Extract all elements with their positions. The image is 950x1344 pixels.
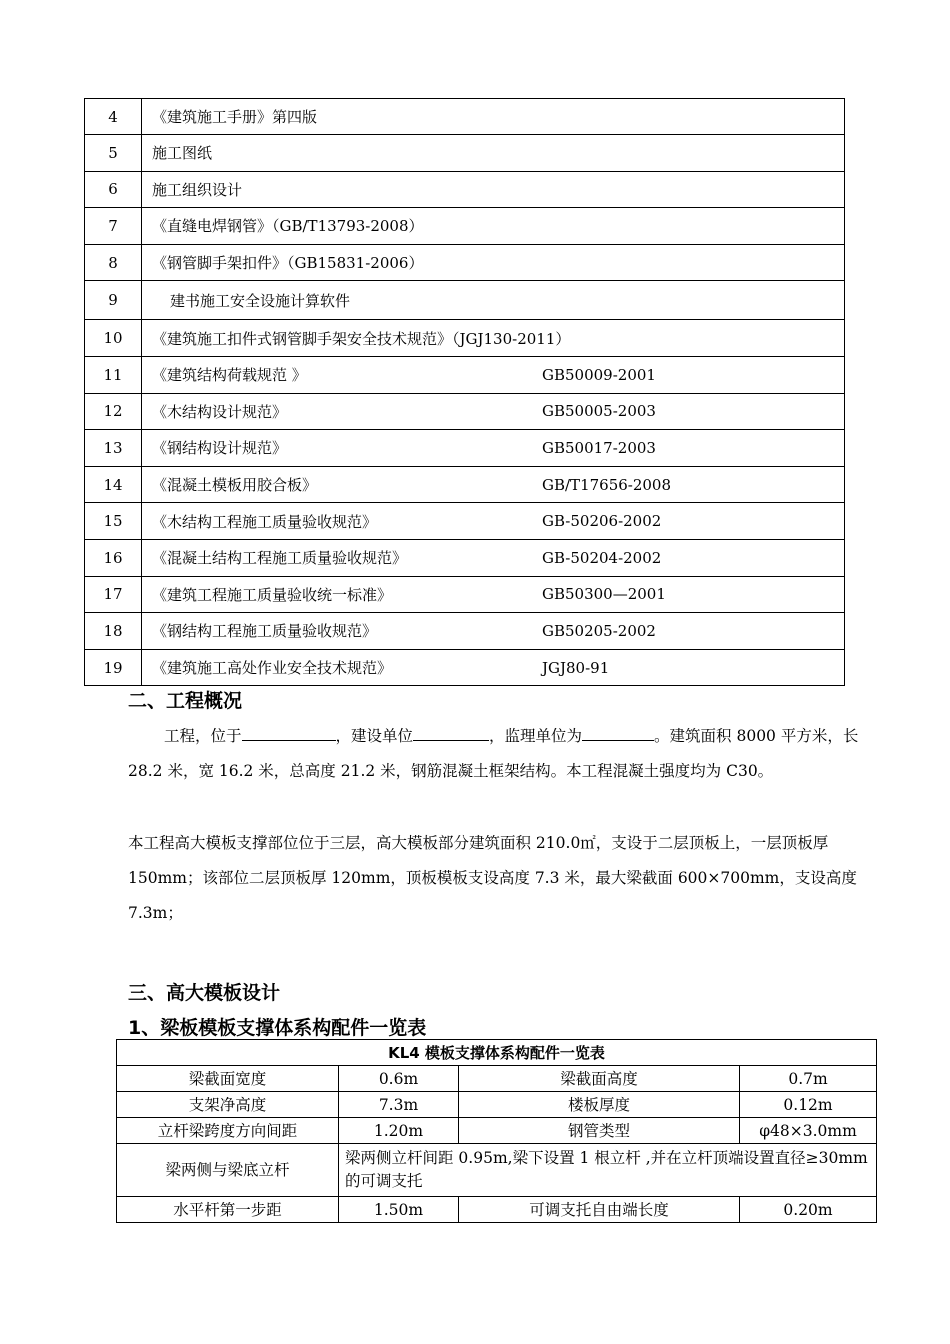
reference-number: 6 [85, 171, 142, 208]
reference-standard-code: GB-50206-2002 [542, 512, 662, 531]
project-overview-paragraph [128, 719, 868, 789]
reference-row [85, 576, 845, 613]
reference-title-text: 《木结构工程施工质量验收规范》 [152, 512, 378, 531]
reference-number: 19 [85, 649, 142, 686]
reference-title-text: 《钢管脚手架扣件》（GB15831-2006） [152, 254, 424, 273]
spec-label: 梁截面宽度 [117, 1066, 339, 1092]
reference-title-text: 《木结构设计规范》 [152, 402, 288, 421]
reference-title [142, 503, 845, 540]
reference-standards-table [84, 98, 845, 686]
spec-value: 1.20m [339, 1118, 459, 1144]
reference-title [142, 466, 845, 503]
reference-row [85, 356, 845, 393]
reference-title [142, 430, 845, 467]
section-3-heading: 三、高大模板设计 [128, 982, 281, 1004]
spec-label: 支架净高度 [117, 1092, 339, 1118]
reference-row [85, 503, 845, 540]
reference-row [85, 208, 845, 245]
spec-label: 楼板厚度 [459, 1092, 740, 1118]
reference-row [85, 281, 845, 320]
reference-standard-code: GB50300—2001 [542, 585, 666, 604]
reference-number: 17 [85, 576, 142, 613]
spec-caption-row [117, 1040, 877, 1066]
builder-blank [413, 722, 489, 741]
reference-number: 9 [85, 281, 142, 320]
reference-standard-code: JGJ80-91 [542, 658, 610, 677]
reference-row [85, 613, 845, 650]
reference-standard-code: GB50005-2003 [542, 402, 656, 421]
overview-text-c: ，监理单位为 [489, 727, 583, 745]
spec-value: 0.7m [740, 1066, 877, 1092]
reference-number: 5 [85, 135, 142, 172]
reference-row [85, 171, 845, 208]
reference-number: 15 [85, 503, 142, 540]
spec-label: 梁两侧与梁底立杆 [117, 1144, 339, 1197]
spec-value: 0.20m [740, 1197, 877, 1223]
spec-label: 立杆梁跨度方向间距 [117, 1118, 339, 1144]
reference-number: 14 [85, 466, 142, 503]
reference-number: 16 [85, 539, 142, 576]
spec-value: 0.12m [740, 1092, 877, 1118]
reference-title-text: 《混凝土模板用胶合板》 [152, 476, 318, 495]
spec-value: φ48×3.0mm [740, 1118, 877, 1144]
reference-title [142, 244, 845, 281]
reference-title [142, 356, 845, 393]
reference-title-text: 《建筑施工扣件式钢管脚手架安全技术规范》（JGJ130-2011） [152, 329, 571, 348]
spec-label: 水平杆第一步距 [117, 1197, 339, 1223]
reference-row [85, 466, 845, 503]
reference-title [142, 576, 845, 613]
spec-row [117, 1144, 877, 1197]
reference-standard-code: GB50017-2003 [542, 438, 656, 457]
reference-title-text: 《直缝电焊钢管》（GB/T13793-2008） [152, 217, 424, 236]
reference-row [85, 430, 845, 467]
reference-number: 13 [85, 430, 142, 467]
reference-title-text: 《混凝土结构工程施工质量验收规范》 [152, 549, 408, 568]
reference-title-text: 《建筑结构荷载规范 》 [152, 366, 307, 385]
location-blank [242, 722, 336, 741]
spec-row [117, 1118, 877, 1144]
spec-description: 梁两侧立杆间距 0.95m,梁下设置 1 根立杆 ,并在立杆顶端设置直径≥30mm的可调支托 [339, 1144, 877, 1197]
reference-number: 11 [85, 356, 142, 393]
supervisor-blank [582, 722, 654, 741]
support-system-spec-table [116, 1039, 877, 1223]
spec-label: 可调支托自由端长度 [459, 1197, 740, 1223]
reference-title-text: 施工组织设计 [152, 180, 243, 199]
overview-text-b: ，建设单位 [335, 727, 414, 745]
reference-number: 7 [85, 208, 142, 245]
reference-title-text: 《钢结构工程施工质量验收规范》 [152, 622, 378, 641]
reference-title-text: 《建筑施工高处作业安全技术规范》 [152, 659, 393, 678]
reference-number: 12 [85, 393, 142, 430]
reference-title-text: 施工图纸 [152, 144, 213, 163]
reference-title-text: 《建筑施工手册》第四版 [152, 108, 318, 126]
reference-title-text: 《钢结构设计规范》 [152, 439, 288, 458]
reference-standard-code: GB-50204-2002 [542, 548, 662, 567]
subsection-1-heading: 1、梁板模板支撑体系构配件一览表 [128, 1017, 427, 1039]
reference-row [85, 99, 845, 135]
reference-title [142, 208, 845, 245]
reference-row [85, 135, 845, 172]
reference-standard-code: GB50009-2001 [542, 365, 656, 384]
reference-row [85, 320, 845, 357]
reference-row [85, 393, 845, 430]
reference-standard-code: GB50205-2002 [542, 621, 656, 640]
overview-text-d: 。建筑面积 8000 平方米，长 28.2 米，宽 16.2 米，总高度 21.2 米，钢筋混凝土框架结构。本工程混凝土强度均为 C30。 [128, 727, 859, 780]
reference-number: 4 [85, 99, 142, 135]
overview-text-a: 工程，位于 [164, 727, 242, 745]
spec-value: 1.50m [339, 1197, 459, 1223]
reference-title [142, 649, 845, 686]
reference-title [142, 135, 845, 172]
spec-row [117, 1066, 877, 1092]
reference-title-text: 建书施工安全设施计算软件 [170, 291, 351, 310]
spec-table-caption: KL4 模板支撑体系构配件一览表 [117, 1040, 877, 1066]
spec-value: 0.6m [339, 1066, 459, 1092]
reference-standard-code: GB/T17656-2008 [542, 475, 672, 494]
spec-label: 梁截面高度 [459, 1066, 740, 1092]
reference-number: 10 [85, 320, 142, 357]
reference-title [142, 99, 845, 135]
reference-title [142, 613, 845, 650]
reference-number: 8 [85, 244, 142, 281]
reference-row [85, 649, 845, 686]
reference-title-text: 《建筑工程施工质量验收统一标准》 [152, 585, 393, 604]
reference-title [142, 539, 845, 576]
spec-value: 7.3m [339, 1092, 459, 1118]
spec-label: 钢管类型 [459, 1118, 740, 1144]
spec-row [117, 1197, 877, 1223]
reference-row [85, 244, 845, 281]
reference-number: 18 [85, 613, 142, 650]
support-location-paragraph: 本工程高大模板支撑部位位于三层，高大模板部分建筑面积 210.0㎡，支设于二层顶板上，一层顶板厚 150mm；该部位二层顶板厚 120mm，顶板模板支设高度 7.3 米，最大梁截面 600×700mm，支设高度 7.3m； [128, 834, 857, 922]
reference-title [142, 171, 845, 208]
reference-row [85, 539, 845, 576]
reference-title [142, 393, 845, 430]
reference-title [142, 320, 845, 357]
spec-row [117, 1092, 877, 1118]
section-2-heading: 二、工程概况 [128, 690, 243, 712]
reference-title [142, 281, 845, 320]
